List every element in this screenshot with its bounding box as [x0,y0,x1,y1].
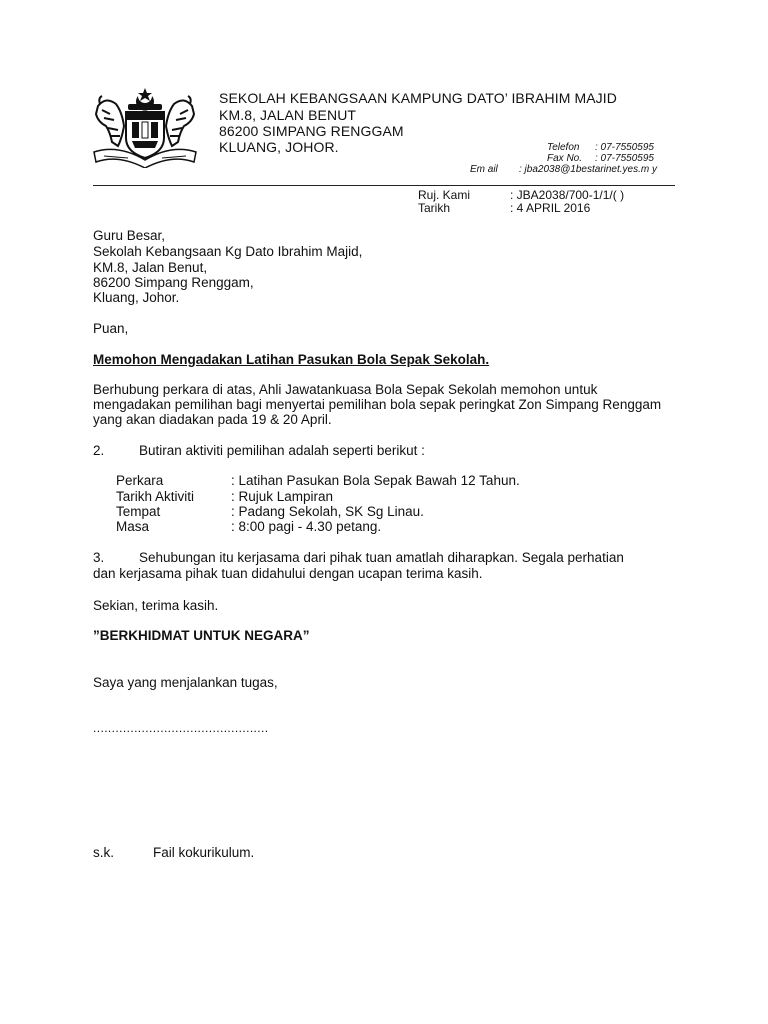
detail-label: Masa [116,519,150,534]
signature-line: ............................................... [93,721,269,735]
recipient-line: Sekolah Kebangsaan Kg Dato Ibrahim Majid, [93,244,363,259]
school-address-line-1: KM.8, JALAN BENUT [219,107,357,123]
telefon-value: : 07-7550595 [595,142,654,153]
tarikh-label: Tarikh [418,201,451,215]
detail-value: : Rujuk Lampiran [231,489,334,504]
cc-value: Fail kokurikulum. [153,845,255,860]
paragraph-3-line: dan kerjasama pihak tuan didahului dengan ucapan terima kasih. [93,566,483,581]
motto: ”BERKHIDMAT UNTUK NEGARA” [93,628,310,643]
school-name: SEKOLAH KEBANGSAAN KAMPUNG DATO’ IBRAHIM MAJID [219,90,617,106]
detail-label: Perkara [116,473,164,488]
subject-line: Memohon Mengadakan Latihan Pasukan Bola Sepak Sekolah. [93,352,490,367]
detail-value: : Padang Sekolah, SK Sg Linau. [231,504,424,519]
cc-label: s.k. [93,845,115,860]
paragraph-1-line: Berhubung perkara di atas, Ahli Jawatankuasa Bola Sepak Sekolah memohon untuk [93,382,598,397]
school-address-line-2: 86200 SIMPANG RENGGAM [219,123,404,139]
email-value: : jba2038@1bestarinet.yes.m y [519,164,658,175]
salutation: Puan, [93,321,129,336]
fax-value: : 07-7550595 [595,153,654,164]
paragraph-2-number: 2. [93,443,105,458]
detail-value: : Latihan Pasukan Bola Sepak Bawah 12 Tahun. [231,473,520,488]
paragraph-1-line: mengadakan pemilihan bagi menyertai pemilihan bola sepak peringkat Zon Simpang Renggam [93,397,662,412]
detail-value: : 8:00 pagi - 4.30 petang. [231,519,382,534]
detail-label: Tarikh Aktiviti [116,489,195,504]
paragraph-1-line: yang akan diadakan pada 19 & 20 April. [93,412,332,427]
closing: Sekian, terima kasih. [93,598,219,613]
school-address-line-3: KLUANG, JOHOR. [219,139,339,155]
sign-off: Saya yang menjalankan tugas, [93,675,278,690]
tarikh-value: : 4 APRIL 2016 [510,201,591,215]
paragraph-2-text: Butiran aktiviti pemilihan adalah seperti berikut : [139,443,425,458]
detail-label: Tempat [116,504,161,519]
paragraph-3-number: 3. [93,550,105,565]
recipient-line: Guru Besar, [93,228,166,243]
recipient-line: 86200 Simpang Renggam, [93,275,254,290]
email-label: Em ail [470,164,498,175]
paragraph-3-line: Sehubungan itu kerjasama dari pihak tuan amatlah diharapkan. Segala perhatian [139,550,624,565]
telefon-label: Telefon [547,142,580,153]
recipient-line: Kluang, Johor. [93,290,180,305]
coat-of-arms-icon [88,86,202,168]
fax-label: Fax No. [547,153,583,164]
ruj-label: Ruj. Kami [418,188,471,202]
recipient-line: KM.8, Jalan Benut, [93,260,208,275]
ruj-value: : JBA2038/700-1/1/( ) [510,188,625,202]
header-divider [93,185,675,186]
